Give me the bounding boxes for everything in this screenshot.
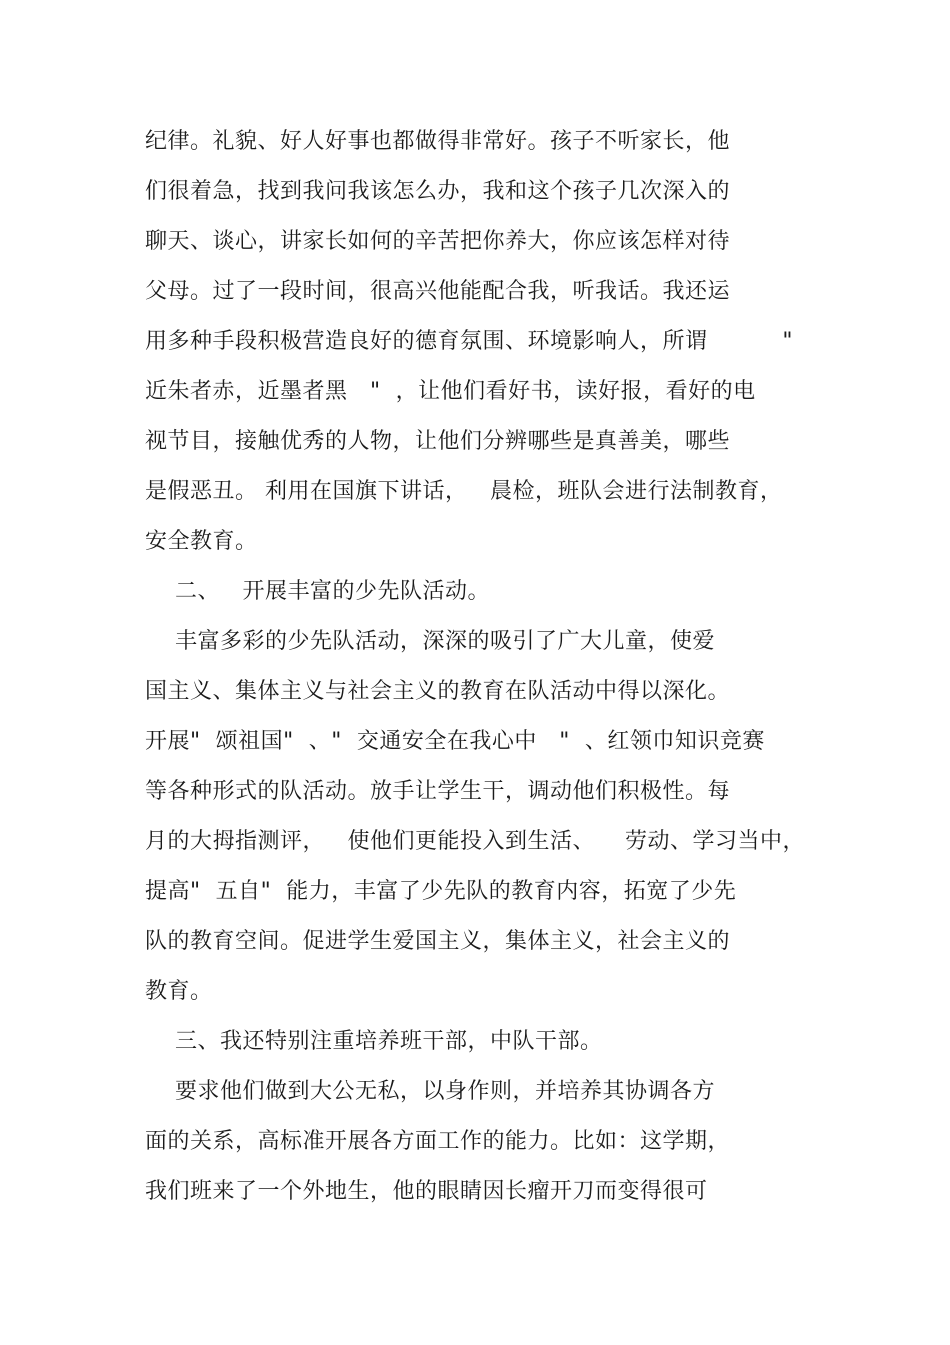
- text-line: 队的教育空间。促进学生爱国主义，集体主义，社会主义的: [145, 929, 731, 954]
- text-line: 视节目，接触优秀的人物，让他们分辨哪些是真善美，哪些: [145, 429, 731, 454]
- text-line: 父母。过了一段时间，很高兴他能配合我，听我话。我还运: [145, 279, 731, 304]
- text-line: 国主义、集体主义与社会主义的教育在队活动中得以深化。: [145, 679, 731, 704]
- text-line: 月的大拇指测评， 使他们更能投入到生活、 劳动、学习当中，: [145, 829, 805, 854]
- text-line: 们很着急，找到我问我该怎么办，我和这个孩子几次深入的: [145, 179, 731, 204]
- text-line: 是假恶丑。 利用在国旗下讲话， 晨检，班队会进行法制教育，: [145, 479, 783, 504]
- text-line: 用多种手段积极营造良好的德育氛围、环境影响人，所谓 ": [145, 329, 794, 354]
- text-line: 提高" 五自" 能力，丰富了少先队的教育内容，拓宽了少先: [145, 879, 737, 904]
- text-line: 面的关系，高标准开展各方面工作的能力。比如：这学期，: [145, 1129, 731, 1154]
- text-line: 开展" 颂祖国" 、" 交通安全在我心中 " 、红领巾知识竞赛: [145, 729, 765, 754]
- text-line: 教育。: [145, 979, 213, 1004]
- text-line: 安全教育。: [145, 529, 258, 554]
- text-line: 我们班来了一个外地生，他的眼睛因长瘤开刀而变得很可: [145, 1179, 708, 1204]
- text-line: 丰富多彩的少先队活动，深深的吸引了广大儿童，使爱: [145, 629, 715, 654]
- text-line: 要求他们做到大公无私，以身作则，并培养其协调各方: [145, 1079, 715, 1104]
- text-line: 近朱者赤，近墨者黑 " ，让他们看好书，读好报，看好的电: [145, 379, 756, 404]
- section-heading: 三、我还特别注重培养班干部，中队干部。: [145, 1029, 603, 1054]
- text-line: 聊天、谈心，讲家长如何的辛苦把你养大，你应该怎样对待: [145, 229, 731, 254]
- text-line: 等各种形式的队活动。放手让学生干，调动他们积极性。每: [145, 779, 731, 804]
- section-heading: 二、 开展丰富的少先队活动。: [145, 579, 490, 604]
- text-line: 纪律。礼貌、好人好事也都做得非常好。孩子不听家长，他: [145, 129, 731, 154]
